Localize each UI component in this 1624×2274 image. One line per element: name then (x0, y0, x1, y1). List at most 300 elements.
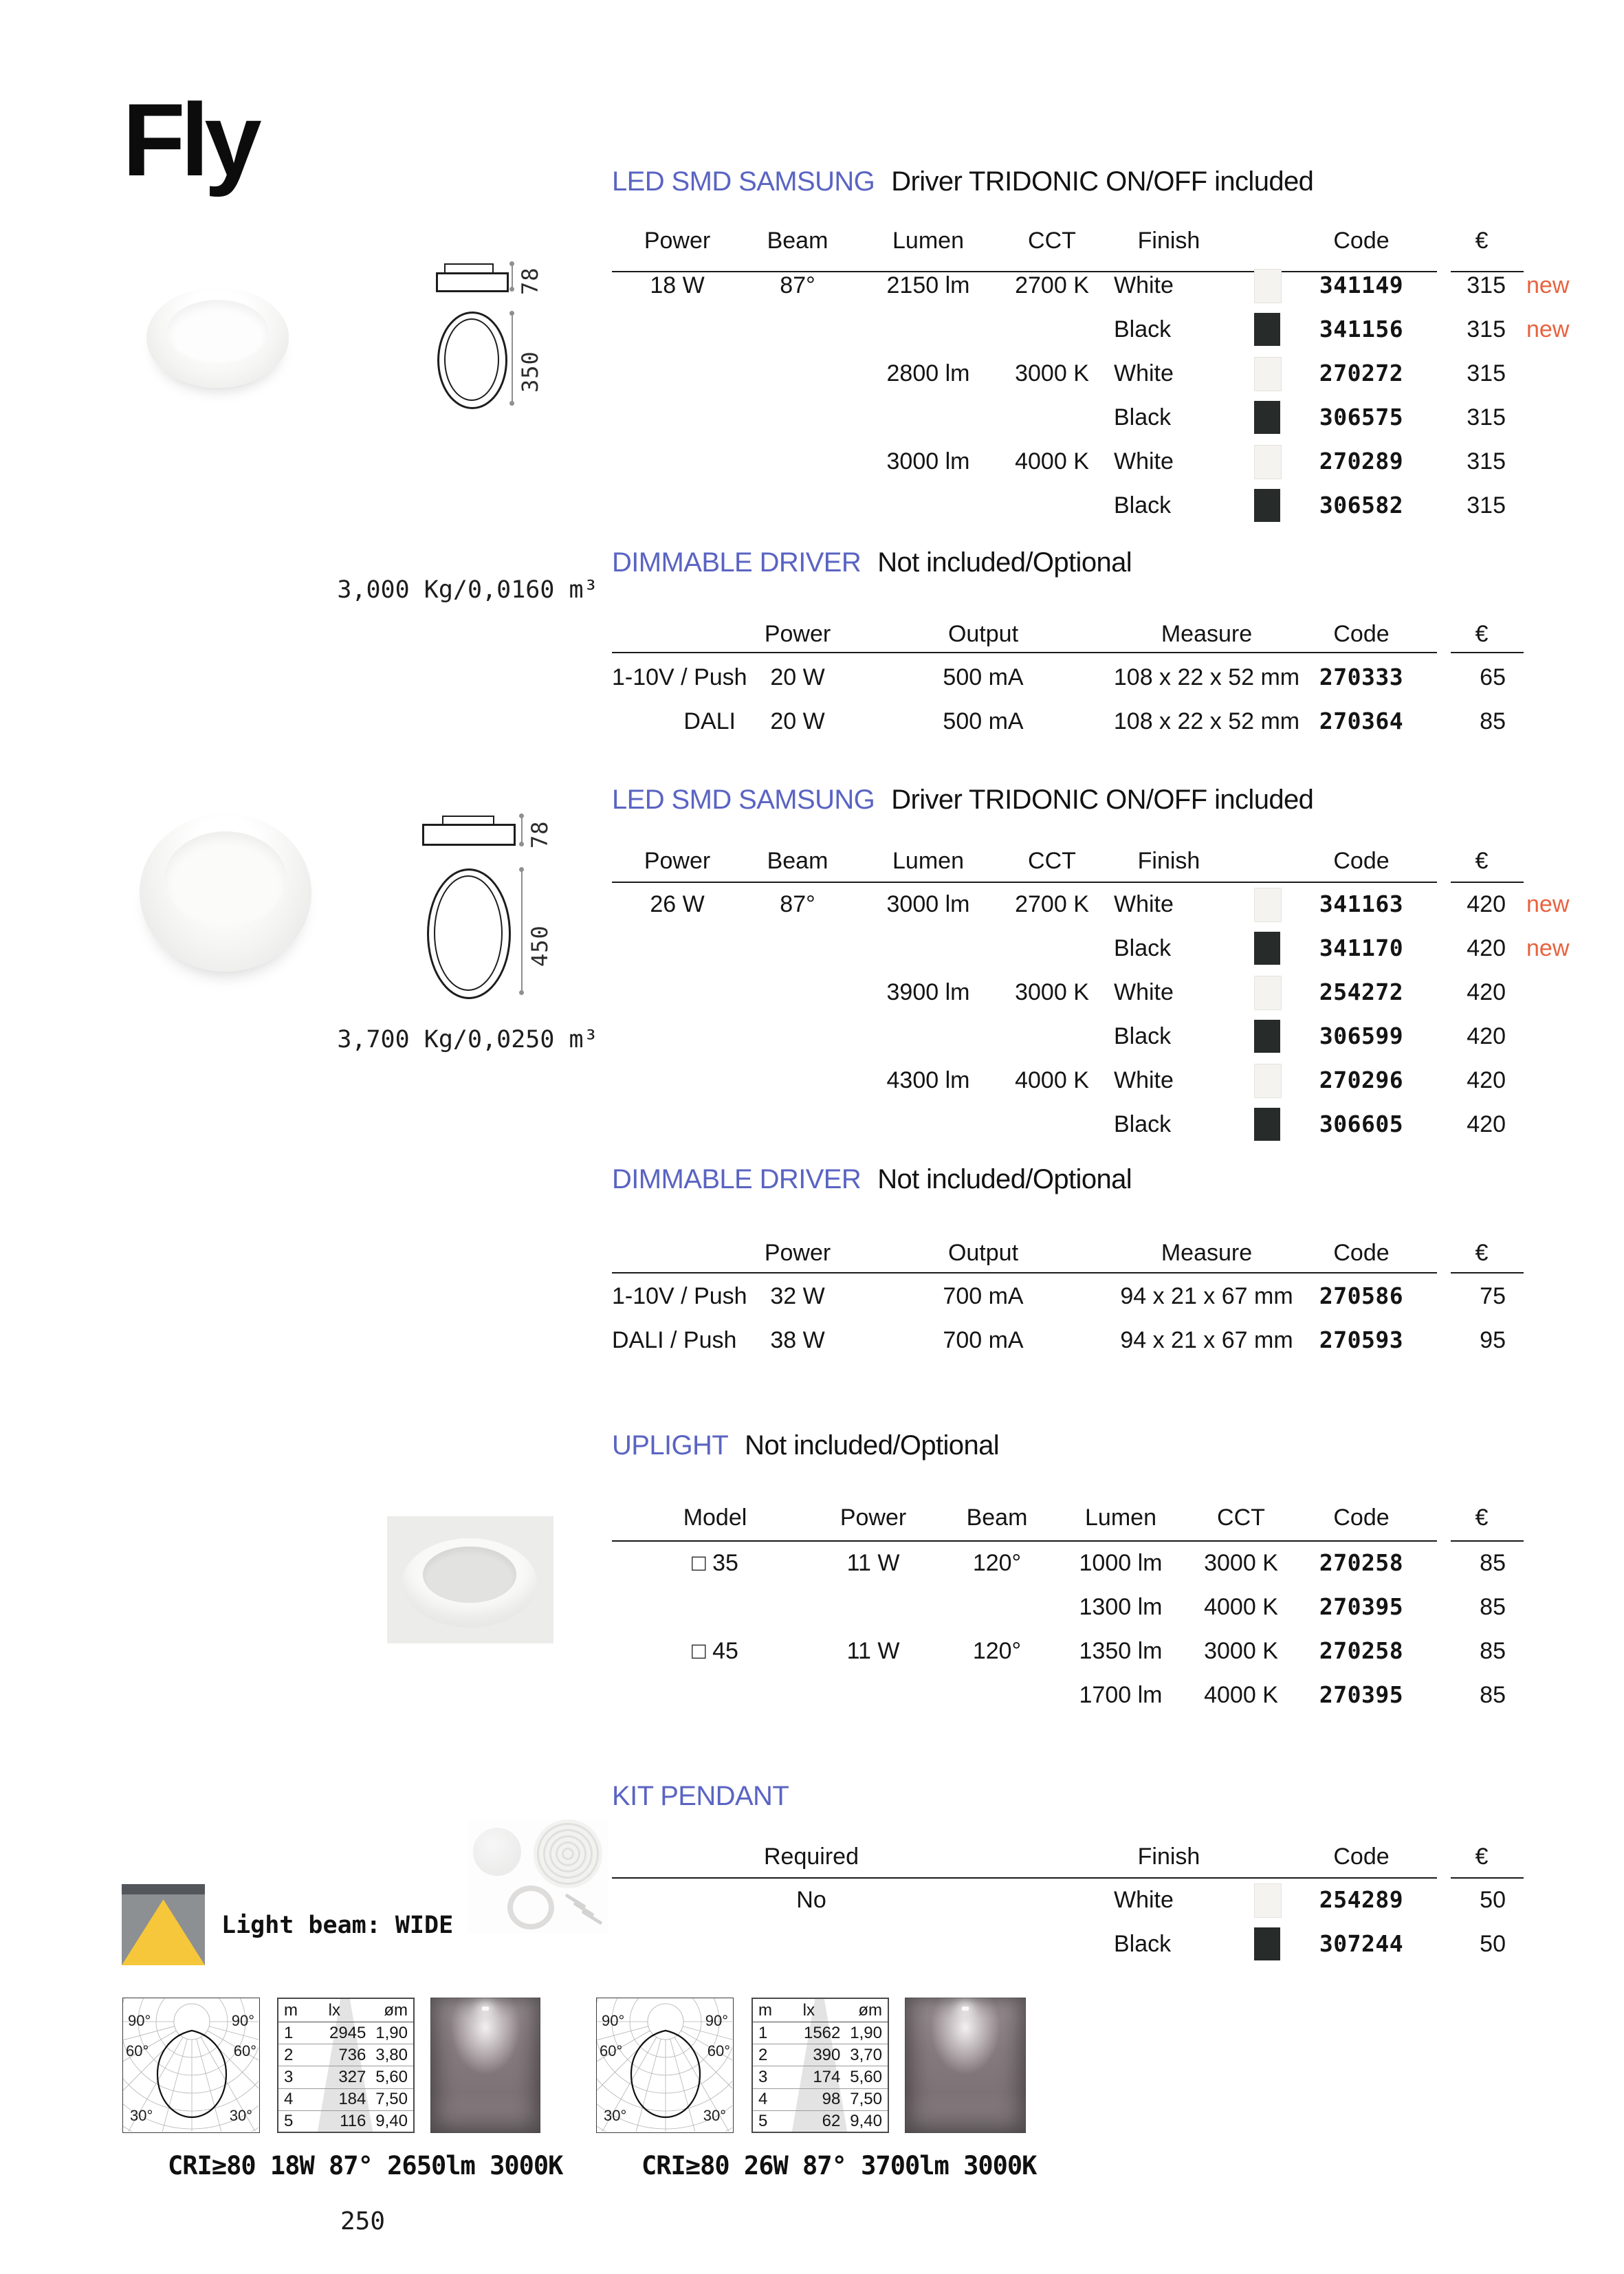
cell-power: 11 W (846, 1638, 900, 1664)
table-row (753, 2111, 888, 2132)
cell-cct: 4000 K (1015, 1067, 1089, 1093)
angle-label: 60° (233, 2042, 256, 2059)
table-row (278, 2022, 413, 2044)
cell-price: 75 (1480, 1283, 1506, 1309)
dimension-dot (519, 867, 524, 872)
uplight-photo (387, 1516, 553, 1643)
angle-label: 60° (600, 2042, 623, 2059)
dimension-line (521, 817, 523, 843)
cell-lumen: 3900 lm (886, 979, 970, 1005)
kit-table-header (612, 1838, 1616, 1875)
cell-beam: 87° (780, 272, 815, 298)
cell-price: 420 (1467, 1067, 1506, 1093)
finish-swatch-white (1254, 1883, 1282, 1918)
col-header-lumen: Lumen (892, 848, 964, 874)
cell-cct: 2700 K (1015, 891, 1089, 917)
cell-code: 306599 (1319, 1023, 1404, 1049)
cell-type: DALI / Push (612, 1327, 737, 1353)
cell-required: No (796, 1887, 826, 1913)
col-header-power: Power (644, 848, 711, 874)
uplight-ring-center (423, 1546, 516, 1603)
cell-code: 254272 (1319, 979, 1404, 1005)
cell-type: DALI (683, 708, 736, 734)
cell-lumen: 3000 lm (886, 891, 970, 917)
col-header-lx: lx (802, 2001, 815, 2020)
table-row (612, 1881, 1616, 1918)
cell-code: 306605 (1319, 1111, 1404, 1137)
dimension-diameter-label: 350 (517, 351, 543, 393)
dimension-dot (509, 261, 514, 266)
table-row (612, 443, 1616, 480)
table-rule-euro (1451, 1540, 1524, 1542)
cell-measure: 108 x 22 x 52 mm (1113, 664, 1300, 690)
angle-label: 90° (128, 2012, 151, 2029)
cell-m: 3 (284, 2068, 294, 2086)
cell-price: 420 (1467, 1023, 1506, 1049)
cell-lx: 1562 (803, 2023, 841, 2042)
heading-desc: Driver TRIDONIC ON/OFF included (891, 166, 1314, 197)
cell-output: 700 mA (943, 1327, 1024, 1353)
angle-label: 30° (229, 2107, 252, 2124)
cell-lx: 62 (822, 2112, 841, 2131)
cell-lumen: 3000 lm (886, 448, 970, 474)
cell-om: 3,80 (375, 2045, 408, 2064)
product-photo-450-diffuser (164, 831, 287, 926)
cell-lumen: 1350 lm (1079, 1638, 1163, 1664)
dimension-dot (509, 311, 514, 316)
finish-swatch-black (1254, 1108, 1280, 1141)
table-row (612, 311, 1616, 348)
drawing-side-base (422, 824, 516, 846)
table-rule-euro (1451, 652, 1524, 653)
col-header-om: øm (858, 2001, 882, 2020)
cell-power: 20 W (770, 708, 825, 734)
cell-om: 1,90 (850, 2023, 882, 2042)
cell-cct: 3000 K (1015, 979, 1089, 1005)
angle-label: 90° (602, 2012, 625, 2029)
cell-finish: Black (1114, 316, 1172, 342)
finish-swatch-white (1254, 269, 1282, 303)
col-header-beam: Beam (767, 848, 829, 874)
cell-code: 270296 (1319, 1067, 1404, 1093)
col-header-code: Code (1333, 621, 1390, 647)
cell-code: 341156 (1319, 316, 1404, 342)
cell-cct: 3000 K (1204, 1638, 1278, 1664)
table-row (612, 487, 1616, 524)
dimension-height-label: 78 (527, 820, 553, 849)
angle-label: 30° (703, 2107, 726, 2124)
cell-code: 270395 (1319, 1681, 1404, 1708)
col-header-price: € (1475, 1240, 1489, 1266)
cell-om: 9,40 (375, 2112, 408, 2131)
cell-price: 315 (1467, 404, 1506, 430)
cell-code: 306582 (1319, 492, 1404, 518)
table-row (753, 2022, 888, 2044)
cell-price: 420 (1467, 979, 1506, 1005)
angle-label: 90° (231, 2012, 254, 2029)
col-header-code: Code (1333, 228, 1390, 254)
cell-power: 18 W (650, 272, 705, 298)
finish-swatch-white (1254, 976, 1282, 1010)
table-row (612, 1278, 1616, 1315)
cell-model: □ 45 (692, 1638, 738, 1664)
cell-code: 270333 (1319, 664, 1404, 690)
cell-om: 9,40 (850, 2112, 882, 2131)
light-beam-icon (122, 1884, 205, 1965)
cell-lx: 736 (338, 2045, 366, 2064)
photometry-caption: CRI≥80 26W 87° 3700lm 3000K (641, 2151, 1037, 2180)
col-header-output: Output (947, 621, 1019, 647)
cell-code: 270586 (1319, 1282, 1404, 1309)
heading-desc: Not included/Optional (877, 1164, 1132, 1194)
drawing-front-inner-ring (444, 318, 499, 401)
cell-om: 1,90 (375, 2023, 408, 2042)
weight-volume-note: 3,700 Kg/0,0250 m³ (337, 1026, 598, 1053)
cell-code: 270395 (1319, 1593, 1404, 1620)
cell-finish: Black (1114, 935, 1172, 961)
cell-price: 85 (1480, 1682, 1506, 1708)
cell-code: 254289 (1319, 1886, 1404, 1913)
cell-m: 1 (284, 2023, 294, 2042)
cell-power: 32 W (770, 1283, 825, 1309)
cell-om: 7,50 (375, 2090, 408, 2109)
drawing-side-base (436, 272, 509, 292)
col-header-code: Code (1333, 1240, 1390, 1266)
section-heading-uplight (612, 1429, 999, 1462)
col-header-lumen: Lumen (1085, 1505, 1156, 1531)
cell-m: 4 (758, 2090, 768, 2109)
cell-finish: White (1114, 979, 1174, 1005)
cell-price: 420 (1467, 1111, 1506, 1137)
angle-label: 60° (126, 2042, 149, 2059)
cell-lx: 98 (822, 2090, 841, 2109)
kit-cable-coil (534, 1819, 602, 1888)
heading-tag: LED SMD SAMSUNG (612, 166, 875, 197)
kit-pendant-photo (468, 1819, 608, 1933)
cell-price: 315 (1467, 448, 1506, 474)
cell-type: 1-10V / Push (612, 1283, 747, 1309)
heading-desc: Not included/Optional (877, 547, 1132, 578)
light-beam-cone (122, 1894, 205, 1965)
col-header-beam: Beam (966, 1505, 1028, 1531)
cell-price: 315 (1467, 360, 1506, 386)
table-row (753, 2044, 888, 2066)
cell-price: 420 (1467, 891, 1506, 917)
section-heading-dimmable (612, 546, 1132, 579)
col-header-power: Power (764, 1240, 831, 1266)
product-photo-350 (146, 287, 289, 388)
finish-swatch-black (1254, 401, 1280, 434)
table-row (278, 2066, 413, 2088)
table-rule (612, 652, 1437, 653)
cell-output: 500 mA (943, 664, 1024, 690)
finish-swatch-black (1254, 1020, 1280, 1053)
dimension-line (521, 871, 523, 992)
cell-power: 20 W (770, 664, 825, 690)
cell-power: 38 W (770, 1327, 825, 1353)
dimension-dot (519, 813, 524, 818)
heading-tag: KIT PENDANT (612, 1781, 789, 1811)
new-badge: new (1526, 316, 1570, 342)
cell-beam: 87° (780, 891, 815, 917)
cell-finish: Black (1114, 1111, 1172, 1137)
table-rule-euro (1451, 1877, 1524, 1879)
cell-finish: White (1114, 272, 1174, 298)
table-row (612, 399, 1616, 436)
table-row (612, 1925, 1616, 1963)
illuminance-table-header (278, 1999, 413, 2022)
cell-lumen: 1300 lm (1079, 1594, 1163, 1620)
dimension-drawing-450 (413, 810, 564, 1009)
polar-diagram (122, 1998, 260, 2133)
cell-code: 341163 (1319, 890, 1404, 917)
cell-code: 270272 (1319, 360, 1404, 386)
photometry-caption: CRI≥80 18W 87° 2650lm 3000K (168, 2151, 563, 2180)
finish-swatch-black (1254, 489, 1280, 522)
col-header-measure: Measure (1161, 621, 1253, 647)
col-header-required: Required (764, 1844, 859, 1870)
table-row (612, 1632, 1616, 1670)
cell-price: 315 (1467, 492, 1506, 518)
cell-type: 1-10V / Push (612, 664, 747, 690)
col-header-cct: CCT (1217, 1505, 1265, 1531)
col-header-price: € (1475, 848, 1489, 874)
dimension-line (512, 265, 513, 288)
table-rule (612, 1877, 1437, 1879)
cell-cct: 3000 K (1204, 1550, 1278, 1576)
col-header-price: € (1475, 228, 1489, 254)
cell-power: 26 W (650, 891, 705, 917)
col-header-price: € (1475, 1844, 1489, 1870)
cell-lumen: 4300 lm (886, 1067, 970, 1093)
cell-cct: 4000 K (1015, 448, 1089, 474)
cell-finish: White (1114, 1887, 1174, 1913)
table-rule (612, 1272, 1437, 1273)
dimension-line (512, 314, 513, 402)
cell-finish: White (1114, 1067, 1174, 1093)
col-header-beam: Beam (767, 228, 829, 254)
cell-price: 85 (1480, 1638, 1506, 1664)
uplight-table-header (612, 1499, 1616, 1536)
col-header-code: Code (1333, 1505, 1390, 1531)
cell-finish: White (1114, 448, 1174, 474)
table-row (753, 2066, 888, 2088)
col-header-model: Model (683, 1505, 747, 1531)
col-header-finish: Finish (1137, 228, 1200, 254)
cell-measure: 94 x 21 x 67 mm (1120, 1283, 1293, 1309)
table-rule-euro (1451, 882, 1524, 883)
finish-swatch-white (1254, 357, 1282, 391)
cell-finish: Black (1114, 404, 1172, 430)
cell-om: 5,60 (375, 2068, 408, 2086)
cell-price: 85 (1480, 708, 1506, 734)
cell-measure: 108 x 22 x 52 mm (1113, 708, 1300, 734)
cell-lx: 2945 (329, 2023, 366, 2042)
finish-swatch-black (1254, 313, 1280, 346)
cell-finish: Black (1114, 1023, 1172, 1049)
cell-lx: 390 (813, 2045, 841, 2064)
table-row (612, 703, 1616, 740)
cell-price: 85 (1480, 1550, 1506, 1576)
col-header-measure: Measure (1161, 1240, 1253, 1266)
table-row (612, 659, 1616, 696)
cell-cct: 4000 K (1204, 1594, 1278, 1620)
led-table-header (612, 842, 1616, 879)
finish-swatch-black (1254, 1927, 1280, 1960)
dimension-diameter-label: 450 (527, 925, 553, 967)
polar-diagram (596, 1998, 734, 2133)
cell-output: 700 mA (943, 1283, 1024, 1309)
heading-tag: DIMMABLE DRIVER (612, 547, 862, 578)
finish-swatch-white (1254, 445, 1282, 479)
cell-lx: 116 (340, 2112, 366, 2131)
cell-code: 270258 (1319, 1549, 1404, 1576)
room-render-photo (905, 1998, 1026, 2133)
table-row (612, 1322, 1616, 1359)
table-row (612, 930, 1616, 967)
heading-tag: LED SMD SAMSUNG (612, 785, 875, 815)
col-header-price: € (1475, 621, 1489, 647)
room-render-photo (430, 1998, 540, 2133)
table-rule-euro (1451, 1272, 1524, 1273)
cell-lumen: 2150 lm (886, 272, 970, 298)
cell-lumen: 1700 lm (1079, 1682, 1163, 1708)
cell-finish: White (1114, 891, 1174, 917)
col-header-m: m (284, 2001, 298, 2020)
light-beam-label: Light beam: WIDE (221, 1912, 454, 1939)
angle-label: 30° (130, 2107, 153, 2124)
section-heading-dimmable (612, 1163, 1132, 1196)
finish-swatch-black (1254, 932, 1280, 965)
dimension-height-label: 78 (517, 267, 543, 295)
table-row (612, 1544, 1616, 1582)
cell-m: 2 (284, 2045, 294, 2064)
cell-price: 315 (1467, 272, 1506, 298)
cell-beam: 120° (972, 1638, 1022, 1664)
cell-m: 5 (284, 2112, 294, 2131)
finish-swatch-white (1254, 1064, 1282, 1098)
cell-om: 7,50 (850, 2090, 882, 2109)
table-row (612, 355, 1616, 392)
cell-price: 50 (1480, 1887, 1506, 1913)
new-badge: new (1526, 891, 1570, 917)
table-row (612, 886, 1616, 923)
cell-om: 5,60 (850, 2068, 882, 2086)
cell-code: 341149 (1319, 272, 1404, 298)
new-badge: new (1526, 935, 1570, 961)
col-header-lumen: Lumen (892, 228, 964, 254)
cell-lumen: 1000 lm (1079, 1550, 1163, 1576)
angle-label: 90° (705, 2012, 728, 2029)
cell-price: 50 (1480, 1931, 1506, 1957)
cell-code: 270364 (1319, 708, 1404, 734)
table-rule (612, 1540, 1437, 1542)
cell-lx: 174 (813, 2068, 841, 2086)
table-row (753, 2089, 888, 2111)
col-header-cct: CCT (1028, 848, 1076, 874)
illuminance-table-body (753, 2022, 888, 2132)
cell-m: 1 (758, 2023, 768, 2042)
product-photo-450 (140, 813, 311, 972)
dimension-dot (509, 401, 514, 406)
kit-canopy (473, 1828, 521, 1876)
table-row (612, 1676, 1616, 1714)
cell-finish: Black (1114, 492, 1172, 518)
heading-desc: Driver TRIDONIC ON/OFF included (891, 785, 1314, 815)
cell-price: 315 (1467, 316, 1506, 342)
col-header-om: øm (384, 2001, 408, 2020)
weight-volume-note: 3,000 Kg/0,0160 m³ (337, 576, 598, 604)
dimension-drawing-350 (433, 256, 564, 411)
table-row (612, 267, 1616, 304)
cell-code: 307244 (1319, 1930, 1404, 1957)
cell-price: 420 (1467, 935, 1506, 961)
light-beam-icon-ceiling (122, 1884, 205, 1894)
table-row (612, 974, 1616, 1011)
col-header-power: Power (840, 1505, 907, 1531)
table-row (278, 2089, 413, 2111)
cell-finish: White (1114, 360, 1174, 386)
cell-cct: 2700 K (1015, 272, 1089, 298)
cell-beam: 120° (972, 1550, 1022, 1576)
col-header-finish: Finish (1137, 1844, 1200, 1870)
table-row (278, 2111, 413, 2132)
angle-label: 30° (604, 2107, 627, 2124)
illuminance-table-header (753, 1999, 888, 2022)
illuminance-table (751, 1998, 889, 2133)
table-row (612, 1018, 1616, 1055)
drawing-front-inner-ring (434, 875, 503, 991)
col-header-price: € (1475, 1505, 1489, 1531)
table-row (612, 1062, 1616, 1099)
table-rule (612, 882, 1437, 883)
col-header-cct: CCT (1028, 228, 1076, 254)
col-header-finish: Finish (1137, 848, 1200, 874)
cell-code: 341170 (1319, 934, 1404, 961)
cell-m: 3 (758, 2068, 768, 2086)
col-header-power: Power (644, 228, 711, 254)
dimension-dot (509, 287, 514, 292)
cell-om: 3,70 (850, 2045, 882, 2064)
cell-measure: 94 x 21 x 67 mm (1120, 1327, 1293, 1353)
angle-label: 60° (707, 2042, 730, 2059)
heading-tag: DIMMABLE DRIVER (612, 1164, 862, 1194)
cell-m: 4 (284, 2090, 294, 2109)
cell-code: 306575 (1319, 404, 1404, 430)
page-number: 250 (340, 2207, 386, 2235)
section-heading-led (612, 783, 1313, 816)
cell-lumen: 2800 lm (886, 360, 970, 386)
col-header-code: Code (1333, 1844, 1390, 1870)
col-header-power: Power (764, 621, 831, 647)
col-header-lx: lx (328, 2001, 340, 2020)
led-table-header (612, 222, 1616, 259)
page-title: Fly (122, 82, 257, 197)
cell-code: 270289 (1319, 448, 1404, 474)
cell-cct: 3000 K (1015, 360, 1089, 386)
finish-swatch-white (1254, 888, 1282, 922)
cell-model: □ 35 (692, 1550, 738, 1576)
col-header-output: Output (947, 1240, 1019, 1266)
cell-lx: 184 (338, 2090, 366, 2109)
cell-output: 500 mA (943, 708, 1024, 734)
cell-price: 85 (1480, 1594, 1506, 1620)
table-row (612, 1106, 1616, 1143)
cell-cct: 4000 K (1204, 1682, 1278, 1708)
illuminance-table (277, 1998, 415, 2133)
cell-code: 270258 (1319, 1637, 1404, 1664)
cell-lx: 327 (338, 2068, 366, 2086)
